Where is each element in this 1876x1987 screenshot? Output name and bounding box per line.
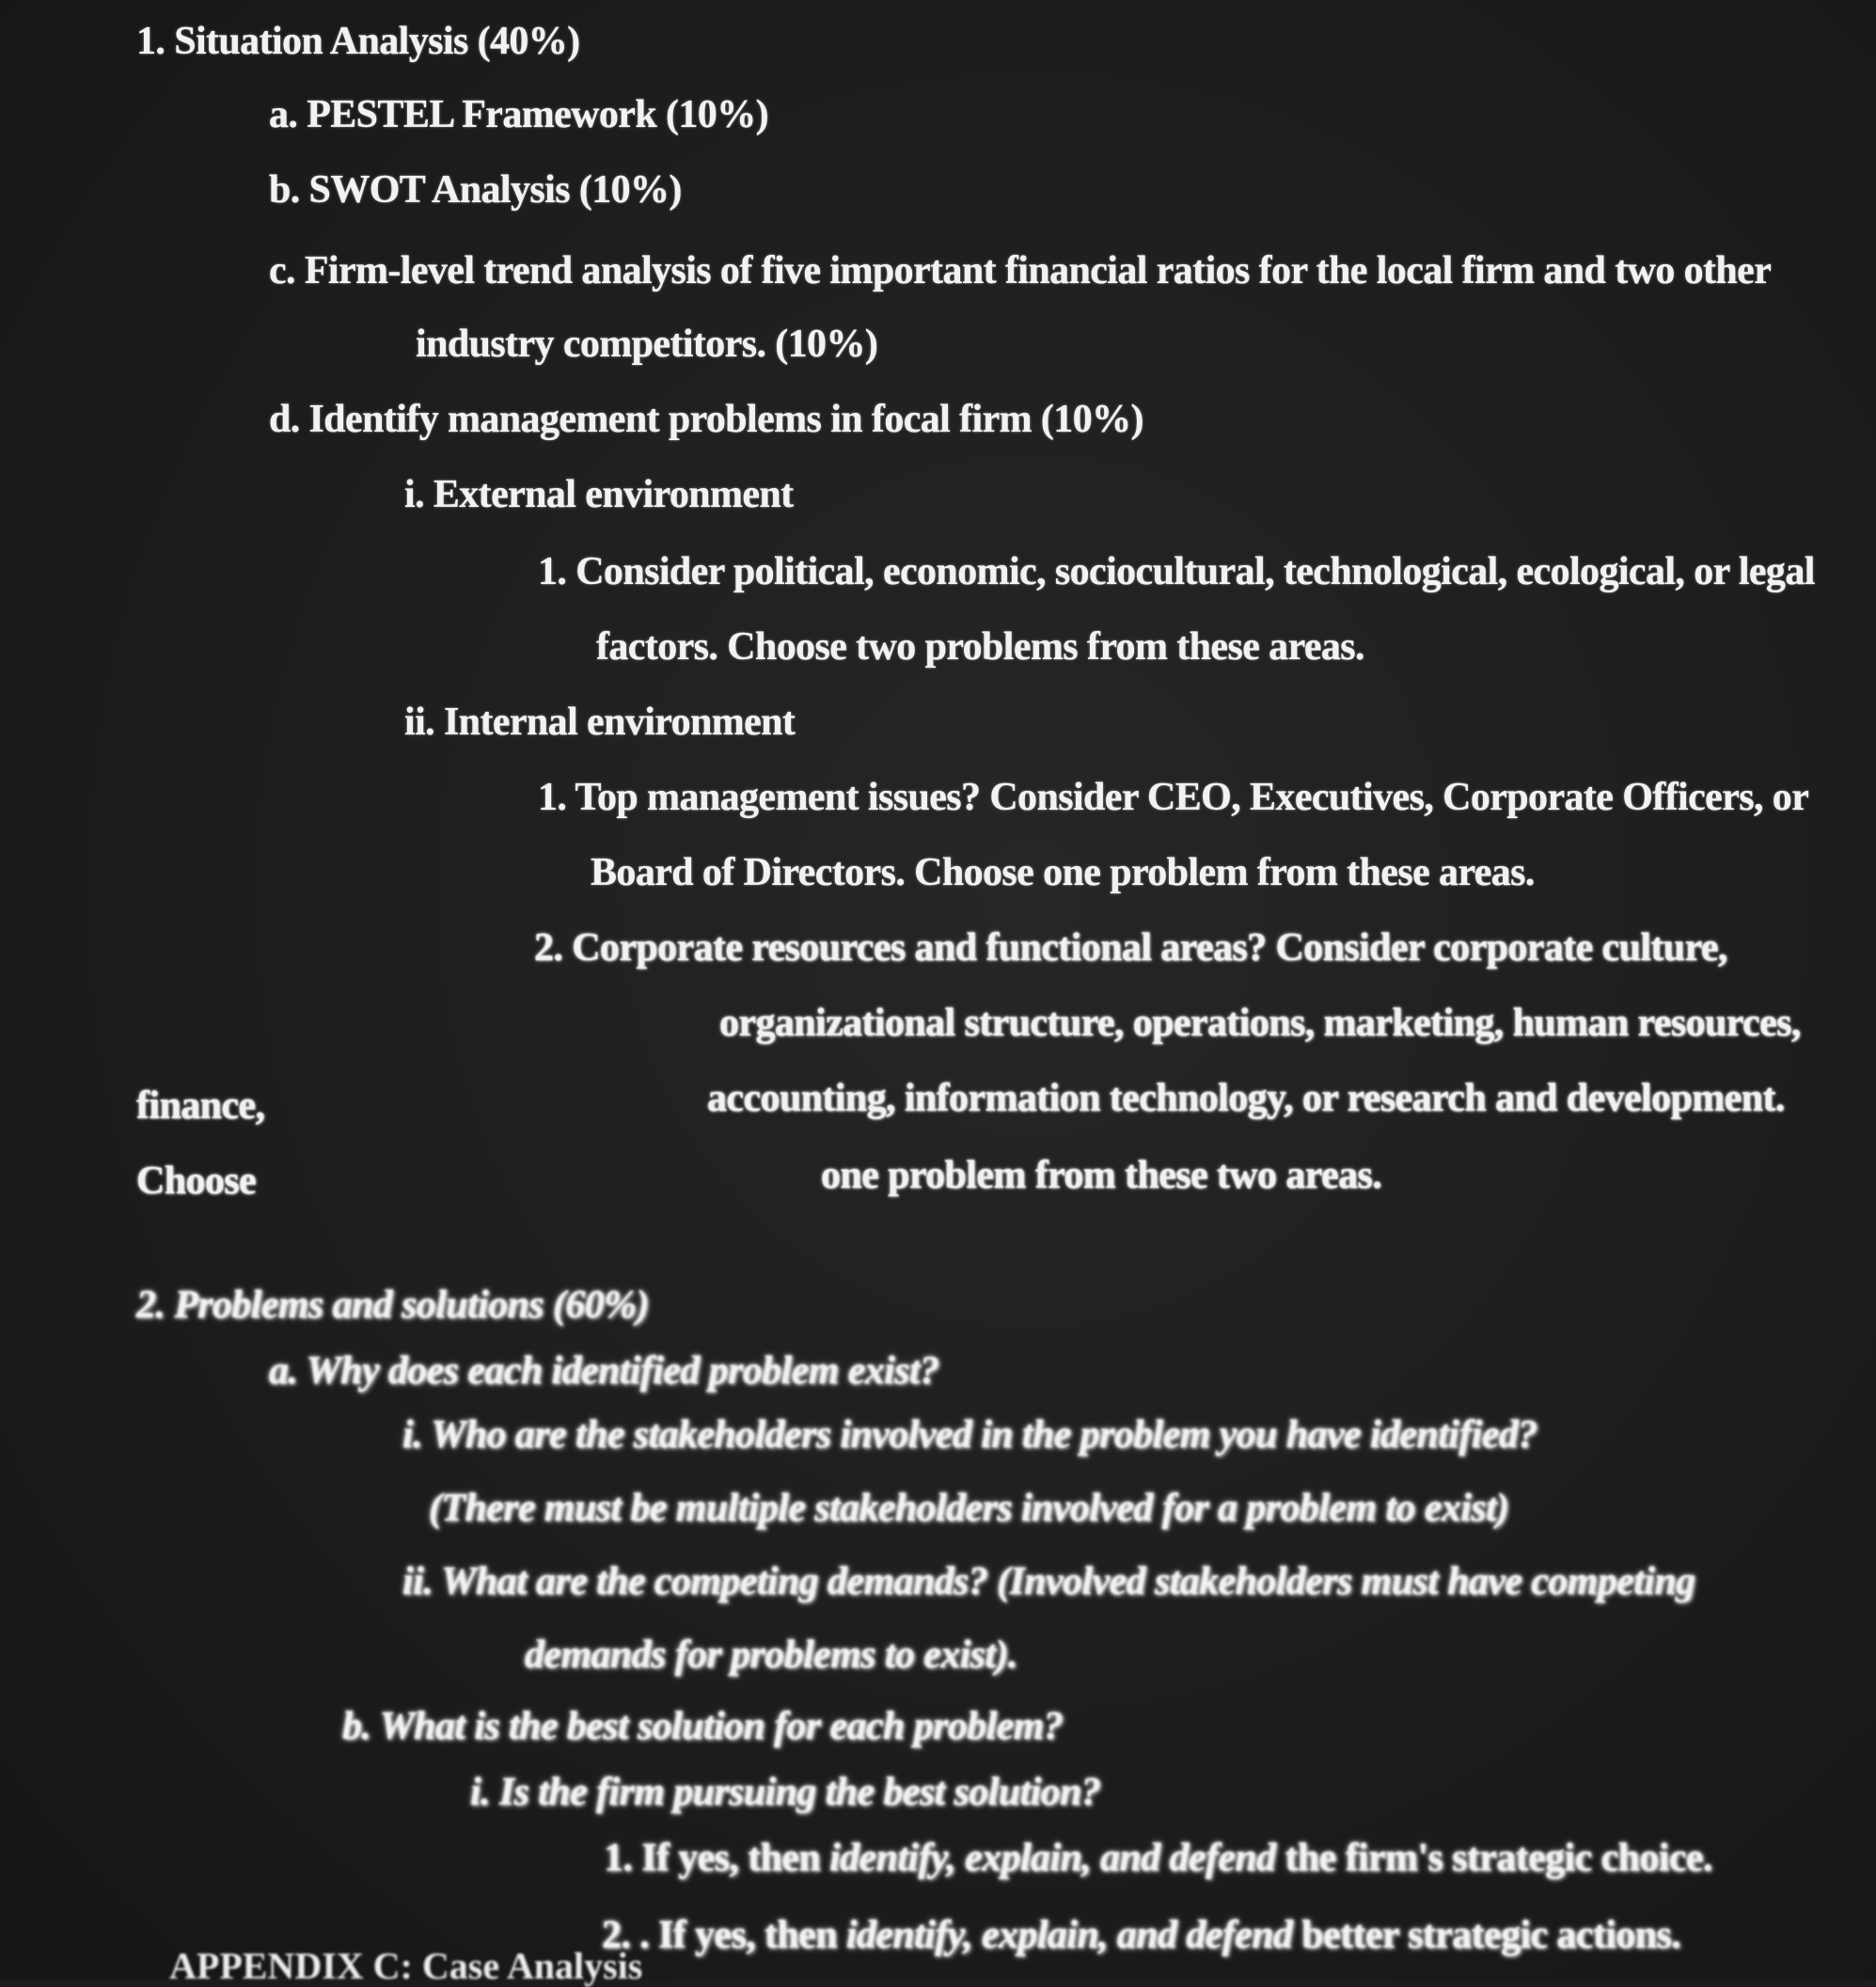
- footer-heading-partial: [169, 1945, 696, 1987]
- footer-heading-text: APPENDIX C: Case Analysis: [169, 1945, 643, 1987]
- item-1d-ii: ii. Internal environment: [404, 701, 796, 744]
- item-1d-ii-2-line1: 2. Corporate resources and functional areas? Consider corporate culture,: [534, 926, 1727, 970]
- item-2b-i-2-emphasis: identify, explain, and defend: [845, 1914, 1293, 1957]
- item-2a-i-line2: (There must be multiple stakeholders involved for a problem to exist): [429, 1487, 1509, 1530]
- item-1c-line2: industry competitors. (10%): [416, 323, 878, 366]
- item-2a-ii-line2: demands for problems to exist).: [525, 1633, 1017, 1677]
- item-2a: a. Why does each identified problem exist?: [269, 1349, 939, 1393]
- item-1a: a. PESTEL Framework (10%): [269, 93, 768, 136]
- item-1d-ii-1-line1: 1. Top management issues? Consider CEO, Executives, Corporate Officers, or: [538, 776, 1809, 819]
- item-1d-ii-2-left3: finance,: [136, 1084, 265, 1128]
- item-1d: d. Identify management problems in focal firm (10%): [269, 398, 1143, 441]
- item-1d-ii-2-line3: accounting, information technology, or research and development.: [707, 1077, 1785, 1120]
- section-1-heading: 1. Situation Analysis (40%): [136, 20, 580, 63]
- item-1c-line1: c. Firm-level trend analysis of five important financial ratios for the local firm and two other: [269, 249, 1772, 292]
- item-2b-i-1: [604, 1834, 1712, 1883]
- item-2b-i: i. Is the firm pursuing the best solution?: [470, 1771, 1101, 1814]
- item-2b-i-1-emphasis: identify, explain, and defend: [829, 1837, 1276, 1880]
- item-1d-i-1-line1: 1. Consider political, economic, sociocultural, technological, ecological, or legal: [538, 550, 1815, 593]
- item-2b-i-2-post: better strategic actions.: [1292, 1914, 1681, 1957]
- item-1d-ii-1-line2: Board of Directors. Choose one problem from these areas.: [591, 851, 1535, 894]
- item-2b-i-2-pre: 2. . If yes, then: [602, 1914, 846, 1957]
- item-1d-i-1-line2: factors. Choose two problems from these areas.: [596, 625, 1364, 669]
- item-2b-i-2: [602, 1911, 1680, 1960]
- item-1d-ii-2-left4: Choose: [136, 1159, 257, 1203]
- item-2a-ii-line1: ii. What are the competing demands? (Involved stakeholders must have competing: [402, 1560, 1695, 1603]
- item-2b: b. What is the best solution for each problem?: [342, 1705, 1064, 1748]
- item-1d-i: i. External environment: [404, 473, 794, 516]
- item-2b-i-1-pre: 1. If yes, then: [604, 1837, 830, 1880]
- item-1b: b. SWOT Analysis (10%): [269, 168, 682, 212]
- section-2-heading: 2. Problems and solutions (60%): [136, 1284, 649, 1327]
- item-1d-ii-2-line4: one problem from these two areas.: [821, 1154, 1382, 1197]
- item-2a-i-line1: i. Who are the stakeholders involved in the problem you have identified?: [402, 1413, 1537, 1457]
- item-1d-ii-2-line2: organizational structure, operations, marketing, human resources,: [719, 1001, 1801, 1045]
- item-2b-i-1-post: the firm's strategic choice.: [1275, 1837, 1712, 1880]
